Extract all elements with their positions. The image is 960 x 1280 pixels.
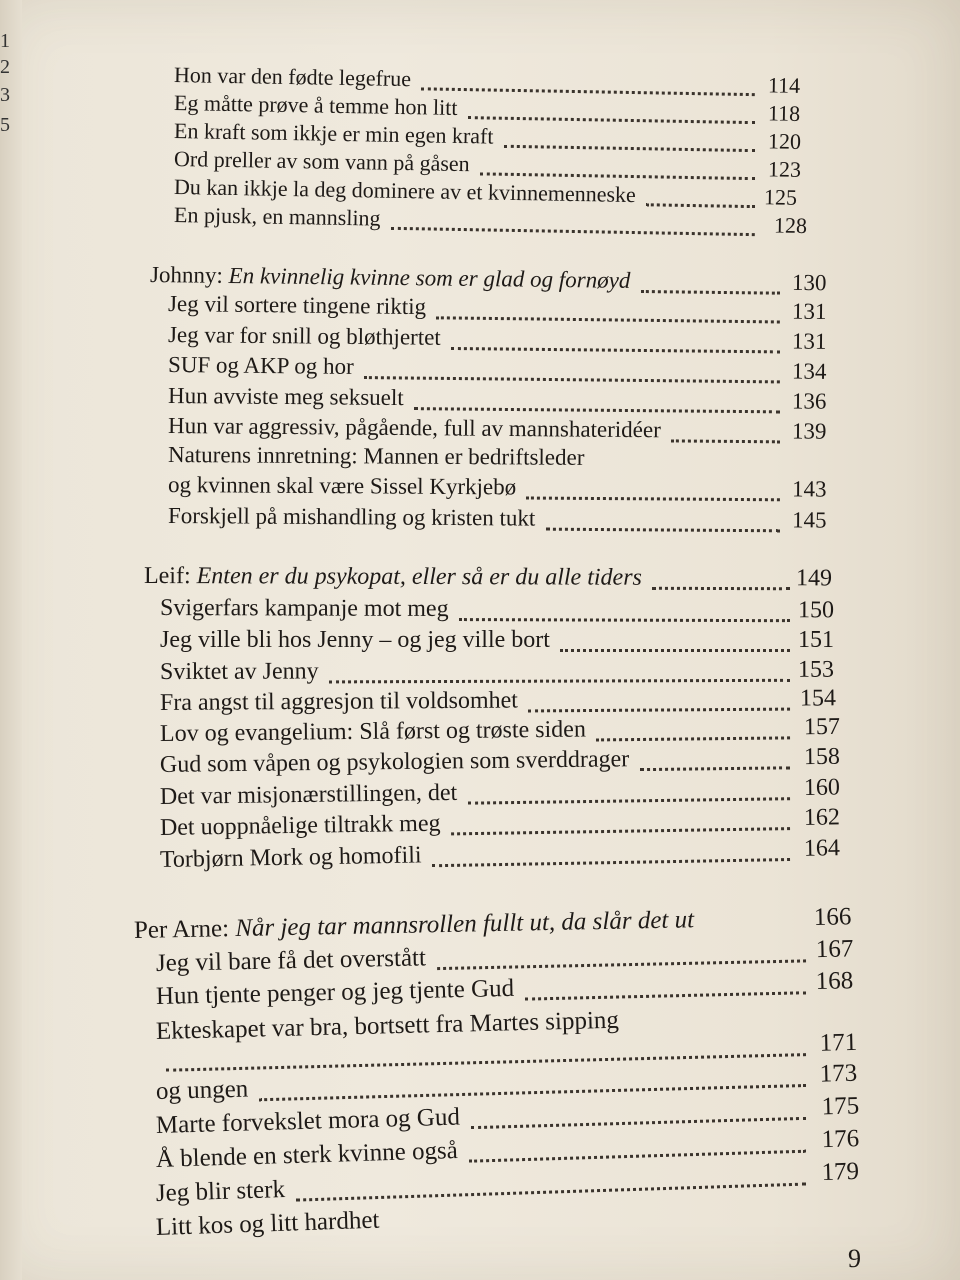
dot-leader [528,706,790,713]
toc-entry [168,472,852,508]
page-ref: 130 [791,269,827,296]
entry-title: og kvinnen skal være Sissel Kyrkjebø [167,472,517,500]
dot-leader [437,957,806,970]
chapter-author: Leif: [143,563,191,590]
page-ref: 167 [815,935,854,964]
dot-leader [526,494,780,501]
page-ref: 151 [798,627,834,653]
entry-title: Gud som våpen og psykologien som sverddrager [159,746,630,778]
page-ref: 168 [815,967,854,996]
entry-title: Ord preller av som vann på gåsen [173,146,470,177]
dot-leader [545,525,779,532]
entry-title: Marte forvekslet mora og Gud [155,1103,461,1139]
page-ref: 150 [797,597,835,624]
entry-title: Hun var aggressiv, pågående, full av mannshateridéer [167,413,661,443]
page-ref: 154 [799,685,837,712]
entry-title: Lov og evangelium: Slå først og trøste siden [159,716,587,747]
dot-leader [596,734,790,741]
dot-leader [640,764,790,771]
dot-leader [671,437,780,443]
chapter-title [144,563,642,592]
entry-title: Jeg ville bli hos Jenny – og jeg ville bort [160,627,550,653]
toc-entry [168,503,852,539]
dot-leader [364,374,780,383]
page-ref: 175 [821,1092,860,1121]
entry-title: Jeg var for snill og bløthjertet [167,322,441,350]
chapter-subtitle: Enten er du psykopat, eller så er du alle tiders [196,563,642,591]
entry-title: Du kan ikkje la deg dominere av et kvinnemenneske [173,174,637,208]
page-ref: 136 [791,388,827,414]
page-ref: 145 [791,507,827,533]
entry-title: En kraft som ikkje er min egen kraft [173,118,494,149]
page-ref: 157 [803,713,841,741]
entry-title: Det uoppnåelige tiltrakk meg [159,810,441,841]
margin-number: 1 [0,30,10,52]
toc-entry [160,595,858,629]
entry-title: Jeg vil bare få det overstått [155,944,427,977]
dot-leader [451,825,790,835]
dot-leader [468,114,755,124]
chapter-title [134,906,695,945]
entry-title: Fra angst til aggresjon til voldsomhet [159,687,519,716]
dot-leader [432,856,790,867]
chapter-title [150,262,631,294]
page-ref: 114 [767,72,801,98]
dot-leader [451,344,780,352]
page-ref: 120 [767,128,802,154]
entry-title: Jeg vil sortere tingene riktig [167,291,427,320]
entry-title: og ungen [155,1075,249,1105]
page-ref: 153 [797,656,835,683]
dot-leader [652,585,790,590]
page-ref: 162 [803,804,841,831]
dot-leader [468,795,790,804]
entry-title: Hon var den fødte legefrue [173,62,412,92]
page-ref: 179 [821,1157,860,1187]
dot-leader [329,677,790,684]
dot-leader [525,989,806,1000]
page-ref: 125 [763,184,798,210]
entry-title: Naturens innretning: Mannen er bedriftsleder [167,442,585,470]
page-ref: 131 [791,328,827,354]
page-ref: 131 [791,298,827,325]
page-ref: 143 [791,476,827,502]
chapter-heading [144,563,856,597]
page-ref: 160 [803,774,841,802]
dot-leader [560,647,790,652]
entry-title: Forskjell på mishandling og kristen tukt [167,503,536,531]
chapter-author: Johnny: [149,262,224,288]
entry-title: Eg måtte prøve å temme hon litt [173,90,458,120]
dot-leader [471,1114,806,1128]
dot-leader [469,1147,806,1162]
page-ref: 166 [813,903,852,931]
dot-leader [414,405,780,413]
page-ref: 128 [773,212,808,239]
entry-title: Hun avviste meg seksuelt [167,383,404,411]
page-ref: 173 [819,1059,858,1088]
page-ref: 171 [819,1028,858,1057]
entry-title: Litt kos og litt hardhet [155,1206,380,1241]
page-ref: 176 [821,1125,860,1154]
toc-entry [160,627,858,659]
margin-number: 2 [0,56,10,78]
chapter-subtitle: Når jeg tar mannsrollen fullt ut, da slår det ut [235,906,695,943]
dot-leader [459,616,790,622]
dot-leader [504,143,755,152]
chapter-author: Per Arne: [133,915,230,944]
page-ref: 118 [767,100,801,126]
dot-leader [436,314,780,323]
dot-leader [391,225,755,236]
entry-title: Det var misjonærstillingen, det [159,779,458,810]
page-ref: 158 [803,743,841,771]
dot-leader [646,201,755,208]
entry-title: En pjusk, en mannsling [173,202,381,231]
page-ref: 149 [795,565,833,592]
entry-title: Jeg blir sterk [155,1175,286,1207]
entry-title: Torbjørn Mork og homofili [159,842,422,873]
dot-leader [641,287,780,294]
page-ref: 164 [803,835,841,862]
margin-number: 5 [0,114,10,136]
page-ref: 134 [791,358,827,384]
page-number: 9 [848,1244,861,1273]
dot-leader [480,170,755,180]
entry-title: SUF og AKP og hor [167,352,354,379]
margin-number: 3 [0,84,10,106]
entry-title: Sviktet av Jenny [159,658,319,685]
entry-title: Hun tjente penger og jeg tjente Gud [155,974,515,1010]
page-ref: 123 [767,156,802,182]
page-ref: 139 [791,418,827,444]
entry-title: Ekteskapet var bra, bortsett fra Martes sipping [155,1006,620,1045]
entry-title: Å blende en sterk kvinne også [155,1137,459,1173]
entry-title: Svigerfars kampanje mot meg [159,595,449,623]
chapter-subtitle: En kvinnelig kvinne som er glad og fornøyd [228,262,631,293]
